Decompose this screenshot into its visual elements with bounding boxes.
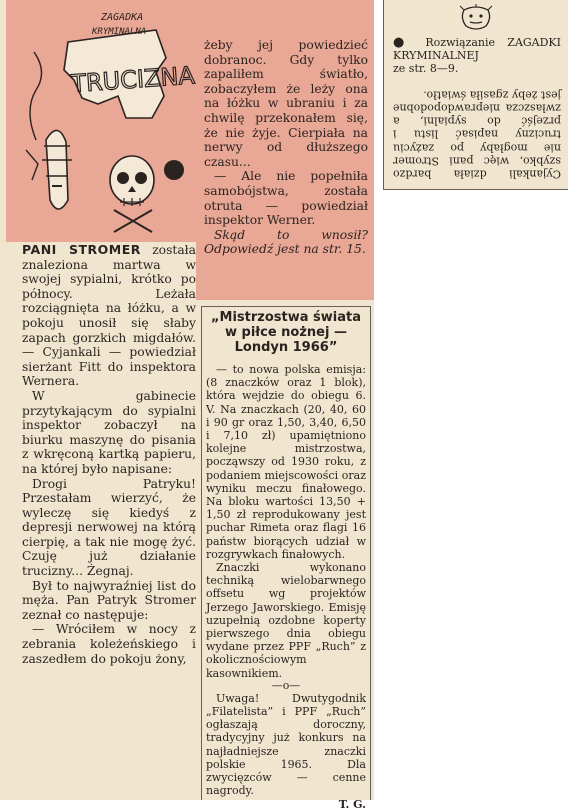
stamp-paragraph-1: — to nowa polska emisja: (8 znaczków oraz 1 blok), która wejdzie do obiegu 6. V. Na znaczkach (20, 40, 60 i 90 gr oraz 1,50, 3,40, 6,50 i 7,10 zł) upamiętniono kolejne mistrzostwa, począwszy od 1930 roku, z podaniem miejscowości oraz wyniku meczu finałowego. Na bloku wartości 13,50 + 1,50 zł reprodukowany jest puchar Rimeta oraz flagi 16 państw biorących udział w rozgrywkach finałowych.: [206, 363, 366, 561]
story-kicker: PANI STROMER: [22, 242, 141, 257]
story-paragraph-1: została znaleziona martwa w swojej sypialni, krótko po północy. Leżała rozciągnięta na łóżku, a w pokoju unosił się słaby zapach gorzkich migdałów. — Cyjankali — powiedział sierżant Fitt do inspektora Wernera.: [22, 243, 196, 389]
story-paragraph-4: — Wróciłem w nocy z zebrania koleżeńskiego i zaszedłem do pokoju żony,: [22, 622, 196, 666]
story-letter: Drogi Patryku! Przestałam wierzyć, że wyleczę się kiedyś z depresji nerwowej na którą cierpię, a tak nie mogę żyć. Czuję już działanie trucizny... Żegnaj.: [22, 476, 196, 579]
story-text: [22, 243, 196, 666]
solution-header: [393, 36, 561, 76]
illustration-label-1: ZAGADKA: [101, 12, 144, 23]
story-continuation-2: — Ale nie popełniła samobójstwa, została otruta — powiedział inspektor Werner.: [204, 169, 368, 228]
story-continuation: [204, 38, 368, 257]
story-paragraph-3: Był to najwyraźniej list do męża. Pan Patryk Stromer zeznał co następuje:: [22, 578, 196, 622]
story-illustration: [6, 0, 196, 242]
solution-answer: Cyjankali działa bardzo szybko, więc pani Stromer nie mogłaby po zażyciu trucizny napisać listu i przejść do sypialni, a zwłaszcza nieprawdopodobne jest żeby zgasiła światło.: [393, 88, 561, 181]
ball-icon: [164, 160, 184, 180]
solution-answer-upside-down: [393, 88, 561, 180]
middle-top-strip: [196, 0, 374, 36]
smoke-icon: [26, 52, 42, 180]
face-icon: [456, 4, 496, 32]
stamp-news-text: [206, 310, 366, 811]
skull-icon: [110, 156, 154, 232]
solution-page-ref: ze str. 8—9.: [393, 62, 459, 76]
stamp-signature: T. G.: [338, 797, 366, 811]
stamp-paragraph-3: Uwaga! Dwutygodnik „Filatelista” i PPF „Ruch” ogłaszają doroczny, tradycyjny już konkurs na najładniejsze znaczki polskie 1965. Dla zwycięzców — cenne nagrody.: [206, 691, 366, 798]
story-paragraph-2: W gabinecie przytykającym do sypialni inspektor zobaczył na biurku maszynę do pisania z wkręconą kartką papieru, na której było napisane:: [22, 388, 196, 476]
poison-illustration: [6, 0, 196, 242]
mask-icon: [42, 130, 72, 209]
stamp-headline: „Mistrzostwa świata w piłce nożnej — Londyn 1966”: [210, 310, 362, 355]
illustration-title: TRUCIZNA: [70, 61, 196, 98]
stamp-paragraph-2: Znaczki wykonano techniką wielobarwnego offsetu wg projektów Jerzego Jaworskiego. Emisję uzupełnią ozdobne koperty pierwszego dnia obiegu wydane przez PPF „Ruch” z okolicznościowym kasownikiem.: [206, 561, 366, 680]
story-question: Skąd to wnosił? Odpowiedź jest na str. 15.: [204, 227, 368, 257]
story-continuation-1: żeby jej powiedzieć dobranoc. Gdy tylko zapaliłem światło, zobaczyłem że leży ona na łóżku w ubraniu i za chwilę przekonałem się, że nie żyje. Cierpiała na nerwy od dłuższego czasu...: [204, 38, 368, 169]
illustration-label-2: KRYMINALNA: [92, 27, 147, 37]
solution-lead: Rozwiązanie ZAGADKI KRYMINALNEJ: [393, 36, 561, 63]
solution-bullet: ●: [393, 35, 414, 50]
stamp-separator: —o—: [271, 678, 301, 692]
